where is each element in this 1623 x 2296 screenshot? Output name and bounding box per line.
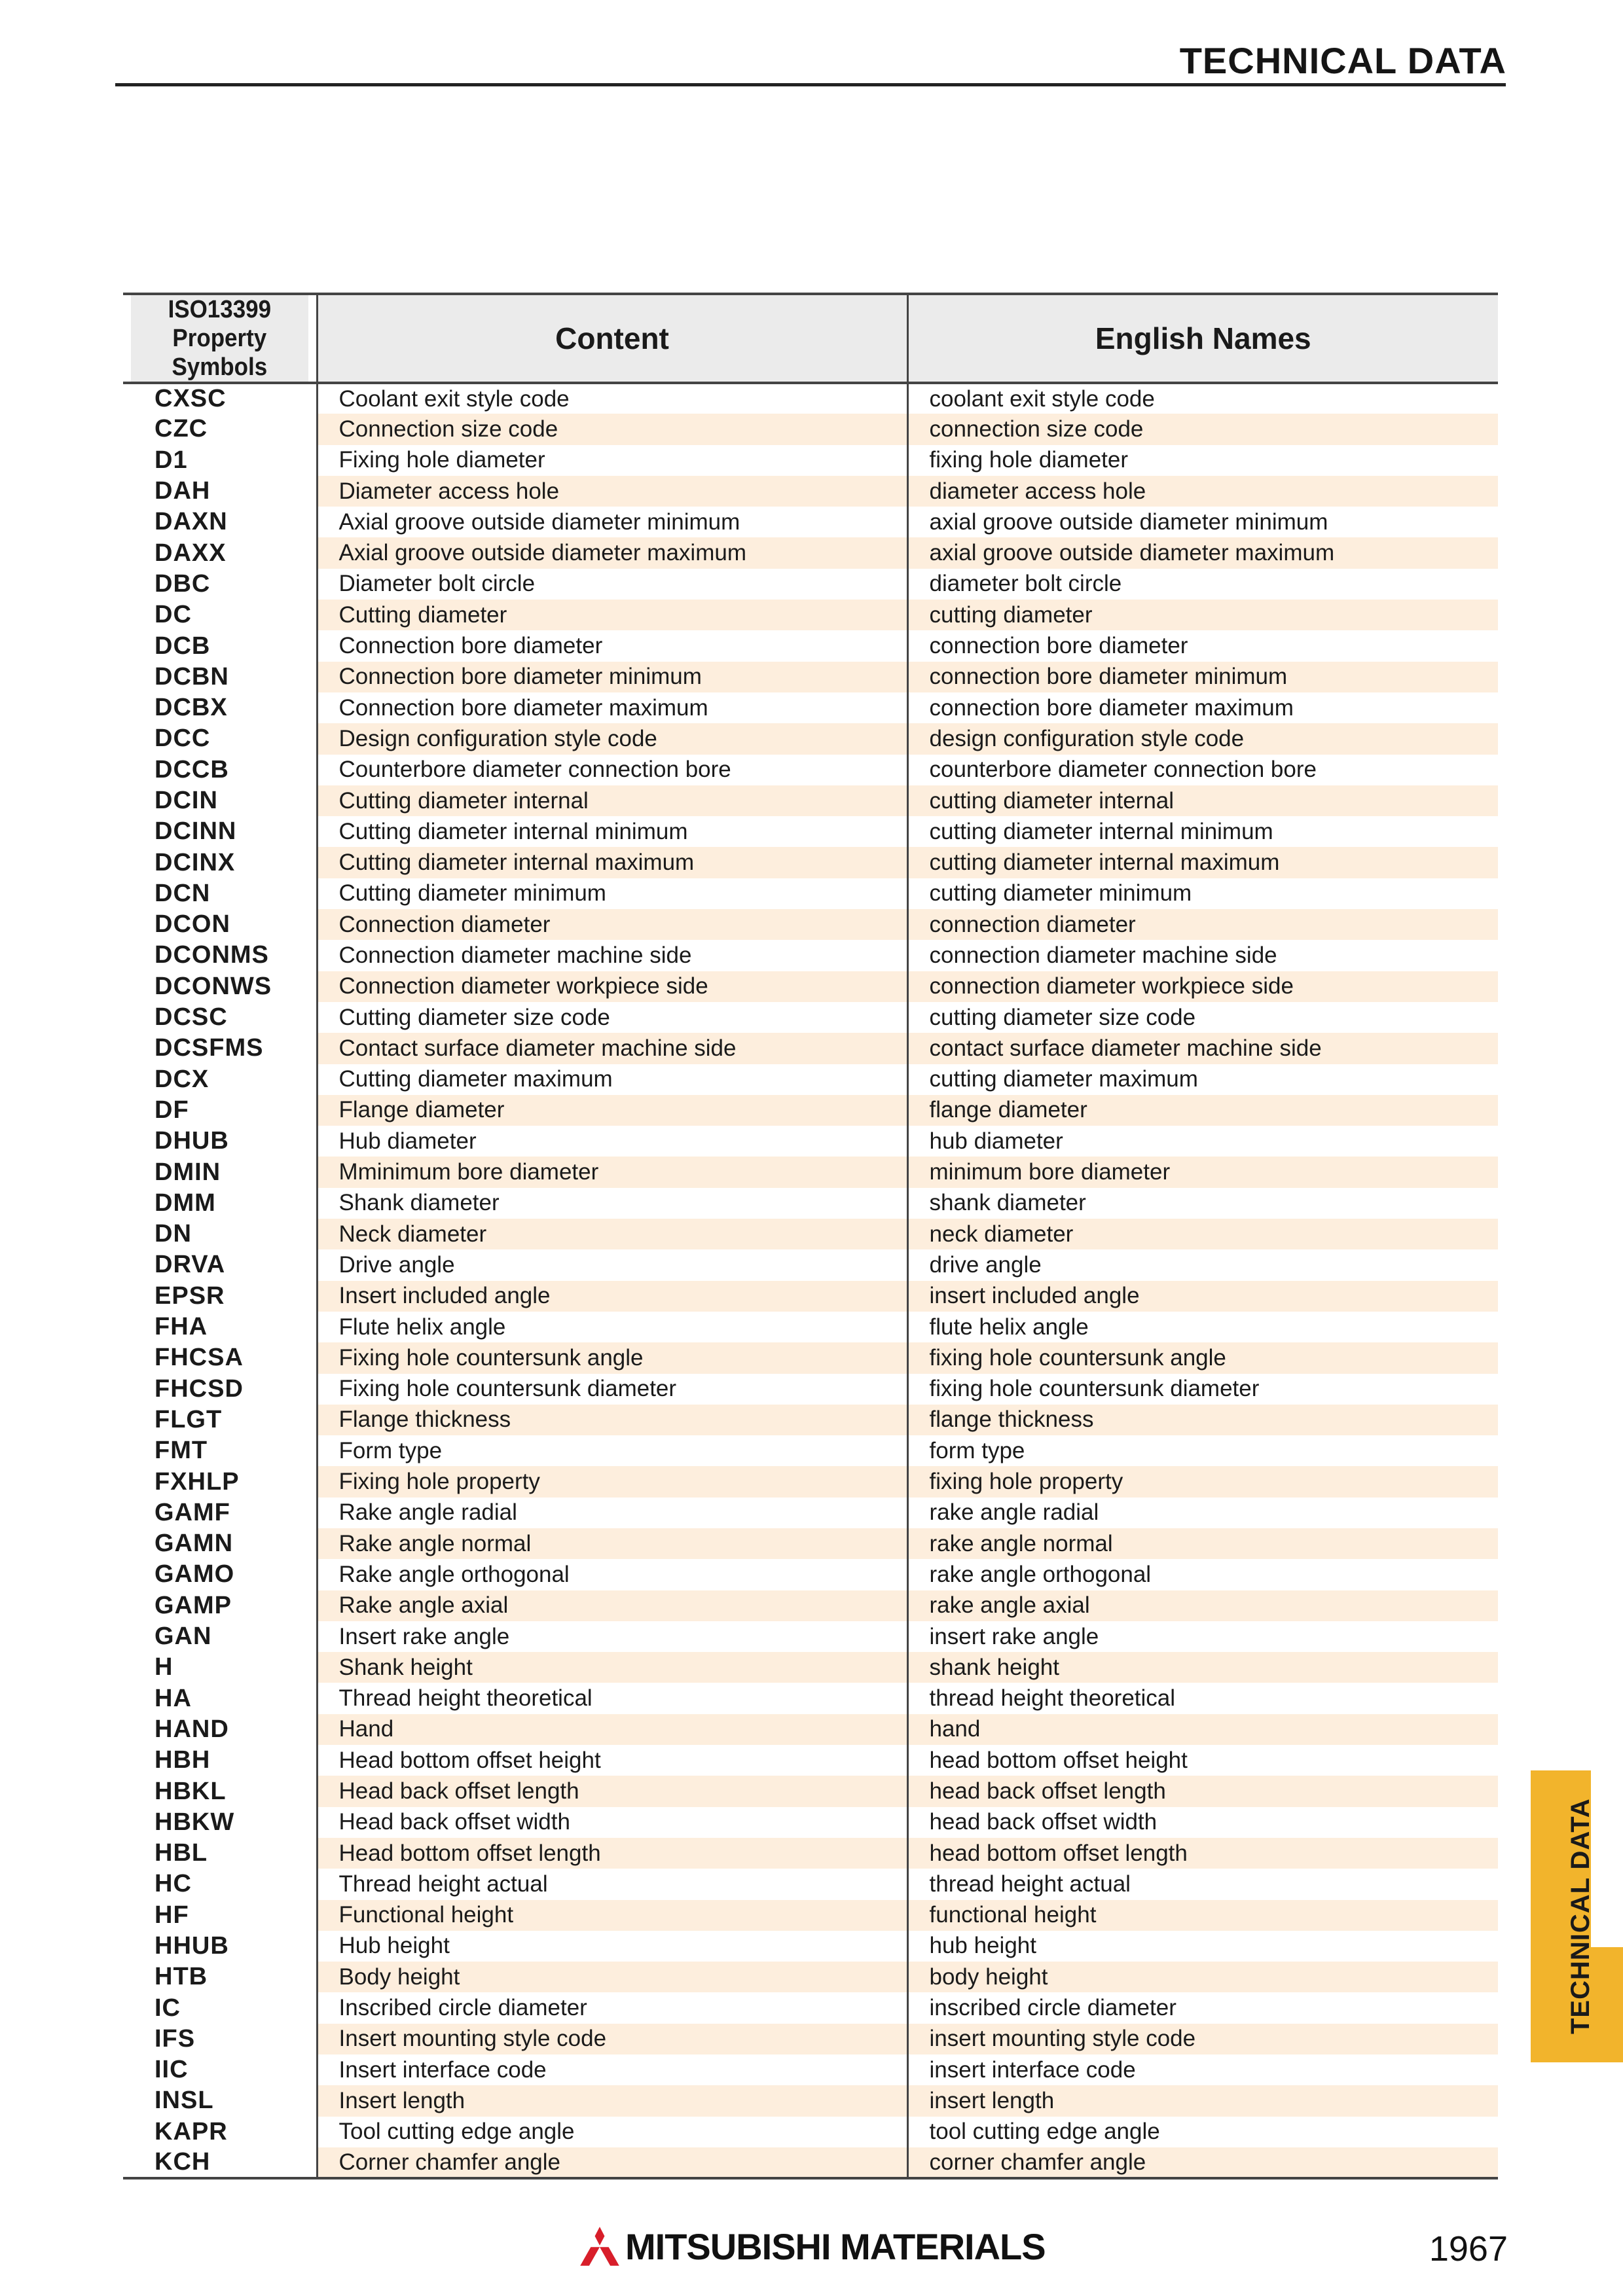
symbol-cell: DF bbox=[155, 1096, 189, 1124]
content-cell: Coolant exit style code bbox=[317, 383, 907, 414]
content-cell: Mminimum bore diameter bbox=[317, 1157, 907, 1187]
table-row bbox=[123, 1838, 1498, 1869]
content-cell: Counterbore diameter connection bore bbox=[317, 755, 907, 785]
table-row bbox=[123, 1900, 1498, 1931]
symbol-cell: DAH bbox=[155, 477, 211, 505]
english-name-cell: fixing hole property bbox=[907, 1466, 1498, 1497]
english-name-cell: hub height bbox=[907, 1931, 1498, 1962]
english-name-cell: contact surface diameter machine side bbox=[907, 1033, 1498, 1064]
content-cell: Fixing hole countersunk angle bbox=[317, 1342, 907, 1373]
column-header-content: Content bbox=[317, 294, 907, 383]
english-name-cell: neck diameter bbox=[907, 1219, 1498, 1249]
iso13399-symbols-table bbox=[123, 293, 1498, 2179]
english-name-cell: flange thickness bbox=[907, 1405, 1498, 1435]
english-name-cell: minimum bore diameter bbox=[907, 1157, 1498, 1187]
content-cell: Cutting diameter internal bbox=[317, 785, 907, 816]
table-row bbox=[123, 1776, 1498, 1806]
table-row bbox=[123, 2117, 1498, 2147]
symbol-cell: DCB bbox=[155, 632, 211, 660]
content-cell: Drive angle bbox=[317, 1249, 907, 1280]
symbol-cell: IIC bbox=[155, 2056, 189, 2084]
footer-brand bbox=[579, 2225, 1046, 2267]
content-cell: Functional height bbox=[317, 1900, 907, 1931]
symbol-cell: HBH bbox=[155, 1746, 211, 1774]
table-row bbox=[123, 785, 1498, 816]
english-name-cell: head bottom offset length bbox=[907, 1838, 1498, 1869]
table-row bbox=[123, 2024, 1498, 2054]
content-cell: Fixing hole countersunk diameter bbox=[317, 1374, 907, 1405]
content-cell: Cutting diameter internal maximum bbox=[317, 847, 907, 878]
content-cell: Thread height theoretical bbox=[317, 1683, 907, 1713]
symbol-cell: DCCB bbox=[155, 755, 229, 783]
symbol-cell: HBKL bbox=[155, 1777, 227, 1805]
english-name-cell: rake angle axial bbox=[907, 1590, 1498, 1621]
content-cell: Head bottom offset length bbox=[317, 1838, 907, 1869]
content-cell: Rake angle axial bbox=[317, 1590, 907, 1621]
table-row bbox=[123, 1962, 1498, 1992]
english-name-cell: connection bore diameter bbox=[907, 630, 1498, 661]
table-row bbox=[123, 1869, 1498, 1899]
table-row bbox=[123, 2054, 1498, 2085]
table-row bbox=[123, 1095, 1498, 1126]
symbol-cell: DHUB bbox=[155, 1127, 229, 1155]
english-name-cell: connection diameter machine side bbox=[907, 940, 1498, 971]
table-row bbox=[123, 1621, 1498, 1652]
english-name-cell: fixing hole countersunk angle bbox=[907, 1342, 1498, 1373]
symbol-cell: HAND bbox=[155, 1715, 229, 1743]
symbol-cell: KAPR bbox=[155, 2117, 228, 2145]
symbol-cell: DCON bbox=[155, 910, 230, 939]
symbol-cell: DMIN bbox=[155, 1158, 221, 1186]
content-cell: Hub diameter bbox=[317, 1126, 907, 1157]
symbol-cell: HBKW bbox=[155, 1808, 235, 1836]
english-name-cell: rake angle orthogonal bbox=[907, 1559, 1498, 1590]
content-cell: Design configuration style code bbox=[317, 723, 907, 754]
english-name-cell: cutting diameter bbox=[907, 600, 1498, 630]
table-row bbox=[123, 507, 1498, 537]
content-cell: Fixing hole property bbox=[317, 1466, 907, 1497]
symbol-cell: DCSC bbox=[155, 1003, 228, 1031]
table-row bbox=[123, 971, 1498, 1002]
three-diamonds-logo-icon bbox=[579, 2226, 620, 2267]
symbol-cell: GAMP bbox=[155, 1591, 232, 1619]
content-cell: Connection diameter workpiece side bbox=[317, 971, 907, 1002]
english-name-cell: diameter bolt circle bbox=[907, 569, 1498, 600]
symbol-cell: HBL bbox=[155, 1839, 208, 1867]
english-name-cell: coolant exit style code bbox=[907, 383, 1498, 414]
english-name-cell: rake angle radial bbox=[907, 1498, 1498, 1528]
content-cell: Flange thickness bbox=[317, 1405, 907, 1435]
table-row bbox=[123, 847, 1498, 878]
content-cell: Insert length bbox=[317, 2085, 907, 2116]
symbol-cell: DBC bbox=[155, 569, 211, 598]
content-cell: Rake angle normal bbox=[317, 1528, 907, 1559]
table-row bbox=[123, 1002, 1498, 1033]
table-row bbox=[123, 569, 1498, 600]
english-name-cell: fixing hole countersunk diameter bbox=[907, 1374, 1498, 1405]
table-row bbox=[123, 1374, 1498, 1405]
english-name-cell: head back offset length bbox=[907, 1776, 1498, 1806]
english-name-cell: connection bore diameter minimum bbox=[907, 662, 1498, 692]
symbol-cell: DCSFMS bbox=[155, 1034, 264, 1062]
english-name-cell: corner chamfer angle bbox=[907, 2147, 1498, 2178]
symbol-cell: DRVA bbox=[155, 1251, 226, 1279]
symbol-cell: D1 bbox=[155, 446, 188, 474]
table-row bbox=[123, 1219, 1498, 1249]
english-name-cell: form type bbox=[907, 1435, 1498, 1466]
content-cell: Thread height actual bbox=[317, 1869, 907, 1899]
content-cell: Connection diameter bbox=[317, 909, 907, 940]
english-name-cell: hub diameter bbox=[907, 1126, 1498, 1157]
symbol-cell: GAMN bbox=[155, 1530, 234, 1558]
english-name-cell: functional height bbox=[907, 1900, 1498, 1931]
symbol-cell: EPSR bbox=[155, 1282, 225, 1310]
english-name-cell: head bottom offset height bbox=[907, 1745, 1498, 1776]
english-name-cell: thread height actual bbox=[907, 1869, 1498, 1899]
content-cell: Connection bore diameter bbox=[317, 630, 907, 661]
content-cell: Hub height bbox=[317, 1931, 907, 1962]
content-cell: Flute helix angle bbox=[317, 1312, 907, 1342]
table-row bbox=[123, 1435, 1498, 1466]
table-row bbox=[123, 1033, 1498, 1064]
english-name-cell: cutting diameter size code bbox=[907, 1002, 1498, 1033]
column-header-symbols-line2: Property Symbols bbox=[172, 325, 268, 381]
symbol-cell: HTB bbox=[155, 1963, 208, 1991]
english-name-cell: shank diameter bbox=[907, 1188, 1498, 1219]
table-row bbox=[123, 476, 1498, 507]
table-row bbox=[123, 909, 1498, 940]
table-row bbox=[123, 2085, 1498, 2116]
content-cell: Rake angle orthogonal bbox=[317, 1559, 907, 1590]
content-cell: Hand bbox=[317, 1714, 907, 1745]
english-name-cell: connection bore diameter maximum bbox=[907, 692, 1498, 723]
symbol-cell: FHA bbox=[155, 1313, 208, 1341]
content-cell: Form type bbox=[317, 1435, 907, 1466]
table-header-row bbox=[123, 294, 1498, 383]
table-row bbox=[123, 1064, 1498, 1095]
symbol-cell: DCIN bbox=[155, 787, 218, 814]
symbol-cell: INSL bbox=[155, 2087, 214, 2115]
english-name-cell: tool cutting edge angle bbox=[907, 2117, 1498, 2147]
side-tab-label: TECHNICAL DATA bbox=[1566, 1798, 1595, 2034]
content-cell: Connection size code bbox=[317, 414, 907, 444]
content-cell: Connection bore diameter minimum bbox=[317, 662, 907, 692]
table-row bbox=[123, 414, 1498, 444]
table-row bbox=[123, 1652, 1498, 1683]
content-cell: Cutting diameter bbox=[317, 600, 907, 630]
table-row bbox=[123, 1745, 1498, 1776]
content-cell: Connection bore diameter maximum bbox=[317, 692, 907, 723]
table-row bbox=[123, 1281, 1498, 1312]
symbol-cell: GAN bbox=[155, 1623, 212, 1651]
symbol-cell: GAMF bbox=[155, 1498, 230, 1526]
symbol-cell: DCC bbox=[155, 725, 211, 753]
table-row bbox=[123, 1498, 1498, 1528]
symbol-cell: FXHLP bbox=[155, 1467, 240, 1496]
symbol-cell: DCX bbox=[155, 1065, 210, 1093]
table-row bbox=[123, 630, 1498, 661]
symbol-cell: DCONMS bbox=[155, 941, 269, 969]
content-cell: Tool cutting edge angle bbox=[317, 2117, 907, 2147]
content-cell: Connection diameter machine side bbox=[317, 940, 907, 971]
footer-brand-name: MITSUBISHI MATERIALS bbox=[625, 2225, 1046, 2267]
content-cell: Axial groove outside diameter minimum bbox=[317, 507, 907, 537]
table-row bbox=[123, 662, 1498, 692]
english-name-cell: cutting diameter internal bbox=[907, 785, 1498, 816]
content-cell: Fixing hole diameter bbox=[317, 445, 907, 476]
english-name-cell: cutting diameter maximum bbox=[907, 1064, 1498, 1095]
table-row bbox=[123, 1126, 1498, 1157]
content-cell: Insert included angle bbox=[317, 1281, 907, 1312]
content-cell: Axial groove outside diameter maximum bbox=[317, 537, 907, 568]
english-name-cell: axial groove outside diameter minimum bbox=[907, 507, 1498, 537]
table-row bbox=[123, 1157, 1498, 1187]
table-row bbox=[123, 1590, 1498, 1621]
content-cell: Cutting diameter size code bbox=[317, 1002, 907, 1033]
english-name-cell: axial groove outside diameter maximum bbox=[907, 537, 1498, 568]
english-name-cell: flute helix angle bbox=[907, 1312, 1498, 1342]
table-row bbox=[123, 1466, 1498, 1497]
column-header-symbols bbox=[131, 294, 309, 383]
table-row bbox=[123, 537, 1498, 568]
symbol-cell: CXSC bbox=[155, 385, 227, 413]
symbol-cell: DAXX bbox=[155, 539, 227, 567]
english-name-cell: thread height theoretical bbox=[907, 1683, 1498, 1713]
table-row bbox=[123, 1342, 1498, 1373]
table-row bbox=[123, 816, 1498, 847]
symbol-cell: IC bbox=[155, 1994, 181, 2022]
english-name-cell: fixing hole diameter bbox=[907, 445, 1498, 476]
symbol-cell: HA bbox=[155, 1684, 192, 1712]
symbol-cell: DAXN bbox=[155, 508, 228, 536]
table-row bbox=[123, 1714, 1498, 1745]
content-cell: Body height bbox=[317, 1962, 907, 1992]
english-name-cell: drive angle bbox=[907, 1249, 1498, 1280]
page-number: 1967 bbox=[1429, 2229, 1508, 2269]
content-cell: Cutting diameter internal minimum bbox=[317, 816, 907, 847]
content-cell: Diameter bolt circle bbox=[317, 569, 907, 600]
table-row bbox=[123, 1559, 1498, 1590]
content-cell: Diameter access hole bbox=[317, 476, 907, 507]
symbol-cell: HF bbox=[155, 1901, 189, 1929]
symbol-cell: FMT bbox=[155, 1437, 208, 1465]
side-tab-notch bbox=[1591, 1770, 1623, 1947]
english-name-cell: diameter access hole bbox=[907, 476, 1498, 507]
table-row bbox=[123, 1528, 1498, 1559]
symbol-cell: DCINN bbox=[155, 817, 237, 846]
symbol-cell: HC bbox=[155, 1870, 192, 1898]
content-cell: Cutting diameter minimum bbox=[317, 878, 907, 909]
symbol-cell: CZC bbox=[155, 415, 208, 443]
table-row bbox=[123, 2147, 1498, 2178]
symbol-cell: FHCSA bbox=[155, 1344, 244, 1372]
content-cell: Shank diameter bbox=[317, 1188, 907, 1219]
english-name-cell: body height bbox=[907, 1962, 1498, 1992]
english-name-cell: cutting diameter internal minimum bbox=[907, 816, 1498, 847]
english-name-cell: insert rake angle bbox=[907, 1621, 1498, 1652]
symbol-cell: DCBN bbox=[155, 662, 229, 691]
table-row bbox=[123, 1405, 1498, 1435]
english-name-cell: insert included angle bbox=[907, 1281, 1498, 1312]
symbol-cell: DCBX bbox=[155, 694, 228, 722]
english-name-cell: cutting diameter minimum bbox=[907, 878, 1498, 909]
content-cell: Insert interface code bbox=[317, 2054, 907, 2085]
table-row bbox=[123, 600, 1498, 630]
english-name-cell: insert mounting style code bbox=[907, 2024, 1498, 2054]
english-name-cell: insert length bbox=[907, 2085, 1498, 2116]
table-row bbox=[123, 1807, 1498, 1838]
content-cell: Flange diameter bbox=[317, 1095, 907, 1126]
page-header-title: TECHNICAL DATA bbox=[1179, 40, 1506, 81]
english-name-cell: insert interface code bbox=[907, 2054, 1498, 2085]
content-cell: Shank height bbox=[317, 1652, 907, 1683]
table-row bbox=[123, 1188, 1498, 1219]
content-cell: Contact surface diameter machine side bbox=[317, 1033, 907, 1064]
symbol-cell: DCINX bbox=[155, 848, 236, 876]
content-cell: Head back offset width bbox=[317, 1807, 907, 1838]
english-name-cell: inscribed circle diameter bbox=[907, 1992, 1498, 2023]
symbol-cell: DC bbox=[155, 601, 192, 629]
content-cell: Head bottom offset height bbox=[317, 1745, 907, 1776]
symbol-cell: DCONWS bbox=[155, 972, 272, 1000]
symbol-cell: KCH bbox=[123, 2147, 317, 2178]
table-row bbox=[123, 1312, 1498, 1342]
english-name-cell: connection diameter bbox=[907, 909, 1498, 940]
table-row bbox=[123, 445, 1498, 476]
column-header-english-names: English Names bbox=[907, 294, 1498, 383]
content-cell: Insert rake angle bbox=[317, 1621, 907, 1652]
english-name-cell: connection diameter workpiece side bbox=[907, 971, 1498, 1002]
symbol-cell: DCN bbox=[155, 879, 211, 907]
english-name-cell: design configuration style code bbox=[907, 723, 1498, 754]
content-cell: Cutting diameter maximum bbox=[317, 1064, 907, 1095]
column-header-symbols-line1: ISO13399 bbox=[168, 296, 272, 323]
content-cell: Insert mounting style code bbox=[317, 2024, 907, 2054]
symbol-cell: GAMO bbox=[155, 1560, 235, 1588]
table-row bbox=[123, 878, 1498, 909]
content-cell: Neck diameter bbox=[317, 1219, 907, 1249]
symbol-cell: FLGT bbox=[155, 1405, 223, 1433]
english-name-cell: rake angle normal bbox=[907, 1528, 1498, 1559]
english-name-cell: counterbore diameter connection bore bbox=[907, 755, 1498, 785]
table-row bbox=[123, 1683, 1498, 1713]
table-row bbox=[123, 723, 1498, 754]
english-name-cell: connection size code bbox=[907, 414, 1498, 444]
symbol-cell: HHUB bbox=[155, 1931, 229, 1960]
header-divider bbox=[115, 83, 1506, 86]
symbol-cell: IFS bbox=[155, 2024, 196, 2053]
english-name-cell: shank height bbox=[907, 1652, 1498, 1683]
english-name-cell: head back offset width bbox=[907, 1807, 1498, 1838]
symbol-cell: DMM bbox=[155, 1189, 216, 1217]
content-cell: Head back offset length bbox=[317, 1776, 907, 1806]
symbol-cell: H bbox=[155, 1653, 173, 1681]
english-name-cell: hand bbox=[907, 1714, 1498, 1745]
symbol-cell: FHCSD bbox=[155, 1374, 244, 1403]
table-row bbox=[123, 692, 1498, 723]
table-row bbox=[123, 383, 1498, 414]
table-row bbox=[123, 755, 1498, 785]
table-row bbox=[123, 1249, 1498, 1280]
table-row bbox=[123, 1992, 1498, 2023]
content-cell: Inscribed circle diameter bbox=[317, 1992, 907, 2023]
content-cell: Corner chamfer angle bbox=[317, 2147, 907, 2178]
content-cell: Rake angle radial bbox=[317, 1498, 907, 1528]
english-name-cell: cutting diameter internal maximum bbox=[907, 847, 1498, 878]
table-row bbox=[123, 1931, 1498, 1962]
english-name-cell: flange diameter bbox=[907, 1095, 1498, 1126]
symbol-cell: DN bbox=[155, 1220, 192, 1248]
table-row bbox=[123, 940, 1498, 971]
